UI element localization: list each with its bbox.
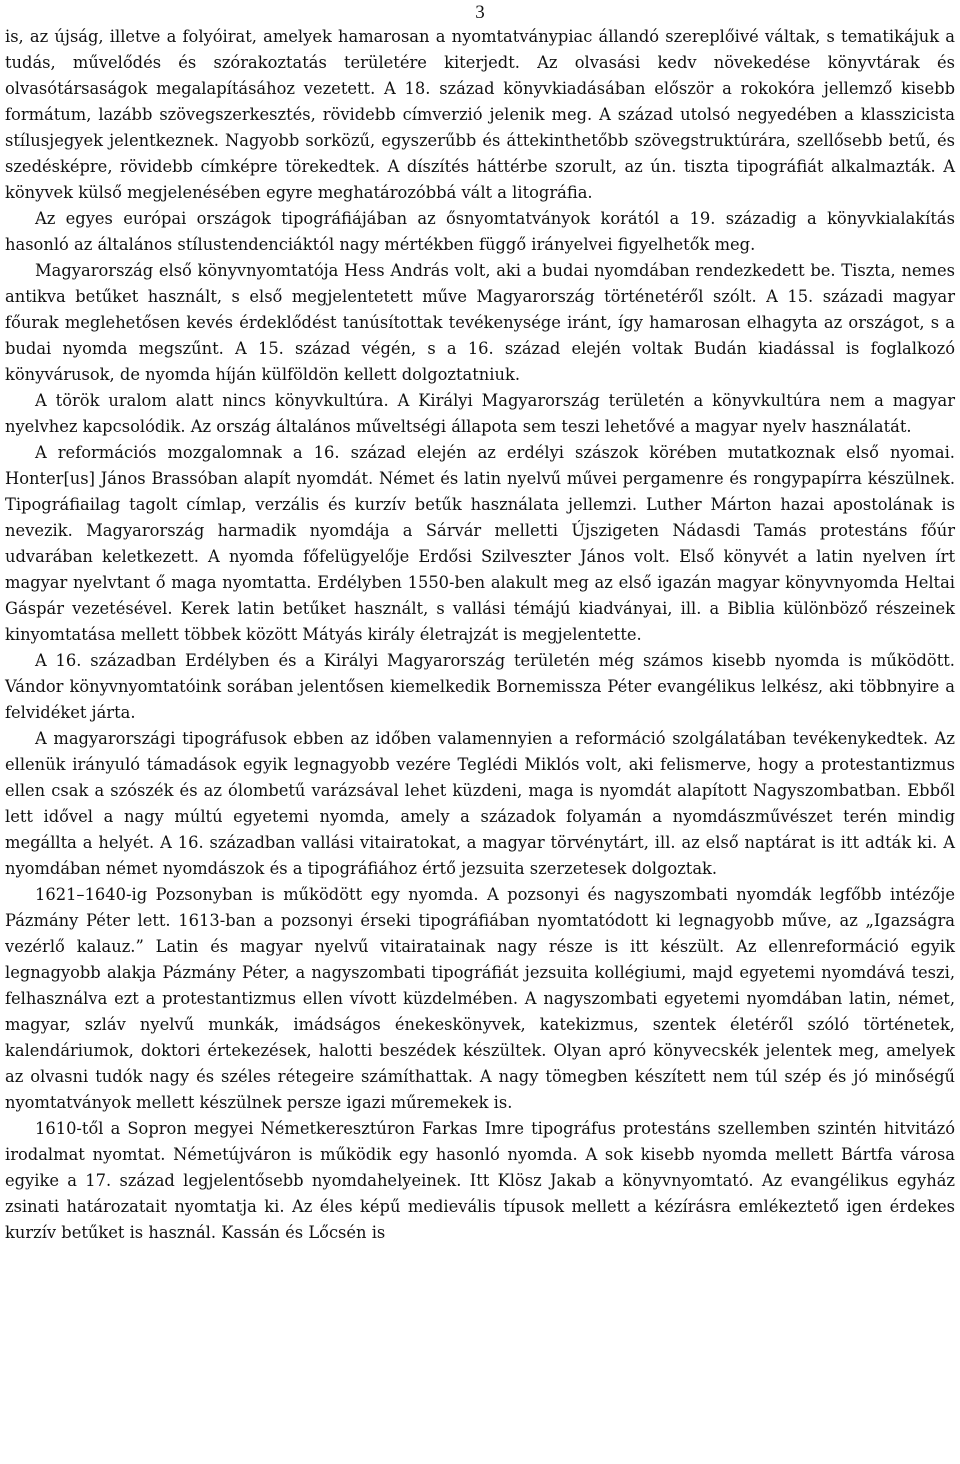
- paragraph: A török uralom alatt nincs könyvkultúra. A Királyi Magyarország területén a könyvkultúra nem a magyar nyelvhez kapcsolódik. Az ország általános műveltségi állapota sem teszi lehetővé a magyar nyelv használatát.: [5, 391, 955, 436]
- paragraph: 1621–1640-ig Pozsonyban is működött egy nyomda. A pozsonyi és nagyszombati nyomdák legfőbb intézője Pázmány Péter lett. 1613-ban a pozsonyi érseki tipográfiában nyomtatódott ki legnagyobb műve, az „Igazságra vezérlő kalauz.” Latin és magyar nyelvű vitairatainak nagy része is itt készült. Az ellenreformáció egyik legnagyobb alakja Pázmány Péter, a nagyszombati tipográfiát jezsuita kollégiumi, majd egyetemi nyomdává teszi, felhasználva ezt a protestantizmus ellen vívott küzdelmében. A nagyszombati egyetemi nyomdában latin, német, magyar, szláv nyelvű munkák, imádságos énekeskönyvek, katekizmus, szentek életéről szóló történetek, kalendáriumok, doktori értekezések, halotti beszédek készültek. Olyan apró könyvecskék jelentek meg, amelyek az olvasni tudók nagy és széles rétegeire számíthattak. A nagy tömegben készített nem túl szép és jó minőségű nyomtatványok mellett készülnek persze igazi műremekek is.: [5, 885, 955, 1112]
- paragraph: 1610-től a Sopron megyei Németkeresztúron Farkas Imre tipográfus protestáns szellemben szintén hitvitázó irodalmat nyomtat. Németújváron is működik egy hasonló nyomda. A sok kisebb nyomda mellett Bártfa városa egyike a 17. század legjelentősebb nyomdahelyeinek. Itt Klösz Jakab a könyvnyomtató. Az evangélikus egyház zsinati határozatait nyomtatja ki. Az éles képű medievális típusok mellett a kézírásra emlékeztető igen érdekes kurzív betűket is használ. Kassán és Lőcsén is: [5, 1119, 955, 1242]
- paragraph: A 16. században Erdélyben és a Királyi Magyarország területén még számos kisebb nyomda is működött. Vándor könyvnyomtatóink sorában jelentősen kiemelkedik Bornemissza Péter evangélikus lelkész, aki többnyire a felvidéket járta.: [5, 651, 955, 722]
- paragraph: A magyarországi tipográfusok ebben az időben valamennyien a reformáció szolgálatában tevékenykedtek. Az ellenük irányuló támadások egyik legnagyobb vezére Teglédi Miklós volt, aki felismerve, hogy a protestantizmus ellen csak a szószék és az ólombetű varázsával lehet küzdeni, maga is nyomdát alapított Nagyszombatban. Ebből lett idővel a nagy múltú egyetemi nyomda, amely a századok folyamán a nyomdászművészet terén mindig megállta a helyét. A 16. században vallási vitairatokat, a magyar törvénytárt, ill. az első naptárat is itt adták ki. A nyomdában német nyomdászok és a tipográfiához értő jezsuita szerzetesek dolgoztak.: [5, 729, 955, 878]
- page-number: 3: [475, 2, 485, 23]
- paragraph: Az egyes európai országok tipográfiájában az ősnyomtatványok korától a 19. századig a könyvkialakítás hasonló az általános stílustendenciáktól nagy mértékben függő irányelvei figyelhetők meg.: [5, 209, 955, 254]
- paragraph: Magyarország első könyvnyomtatója Hess András volt, aki a budai nyomdában rendezkedett be. Tiszta, nemes antikva betűket használt, s első megjelentetett műve Magyarország történetéről szólt. A 15. századi magyar főurak meglehetősen kevés érdeklődést tanúsítottak tevékenysége iránt, így hamarosan elhagyta az országot, s a budai nyomda megszűnt. A 15. század végén, s a 16. század elején voltak Budán kiadással is foglalkozó könyvárusok, de nyomda híján külföldön kellett dolgoztatniuk.: [5, 261, 955, 384]
- document-body: [5, 24, 955, 1246]
- paragraph: is, az újság, illetve a folyóirat, amelyek hamarosan a nyomtatványpiac állandó szereplőivé váltak, s tematikájuk a tudás, művelődés és szórakoztatás területére kiterjedt. Az olvasási kedv növekedése könyvtárak és olvasótársaságok megalapításához vezetett. A 18. század könyvkiadásában először a rokokóra jellemző kisebb formátum, lazább szövegszerkesztés, rövidebb címverzió jelenik meg. A század utolsó negyedében a klasszicista stílusjegyek jelentkeznek. Nagyobb sorközű, egyszerűbb és áttekinthetőbb szövegstruktúrára, szellősebb betű, és szedésképre, rövidebb címképre törekedtek. A díszítés háttérbe szorult, az ún. tiszta tipográfiát alkalmazták. A könyvek külső megjelenésében egyre meghatározóbbá vált a litográfia.: [5, 27, 955, 202]
- paragraph: A reformációs mozgalomnak a 16. század elején az erdélyi szászok körében mutatkoznak első nyomai. Honter[us] János Brassóban alapít nyomdát. Német és latin nyelvű művei pergamenre és rongypapírra készülnek. Tipográfiailag tagolt címlap, verzális és kurzív betűk használata jellemzi. Luther Márton hazai apostolának is nevezik. Magyarország harmadik nyomdája a Sárvár melletti Újszigeten Nádasdi Tamás protestáns főúr udvarában keletkezett. A nyomda főfelügyelője Erdősi Szilveszter János volt. Első könyvét a latin nyelven írt magyar nyelvtant ő maga nyomtatta. Erdélyben 1550-ben alakult meg az első igazán magyar könyvnyomda Heltai Gáspár vezetésével. Kerek latin betűket használt, s vallási témájú kiadványai, ill. a Biblia különböző részeinek kinyomtatása mellett többek között Mátyás király életrajzát is megjelentette.: [5, 443, 955, 644]
